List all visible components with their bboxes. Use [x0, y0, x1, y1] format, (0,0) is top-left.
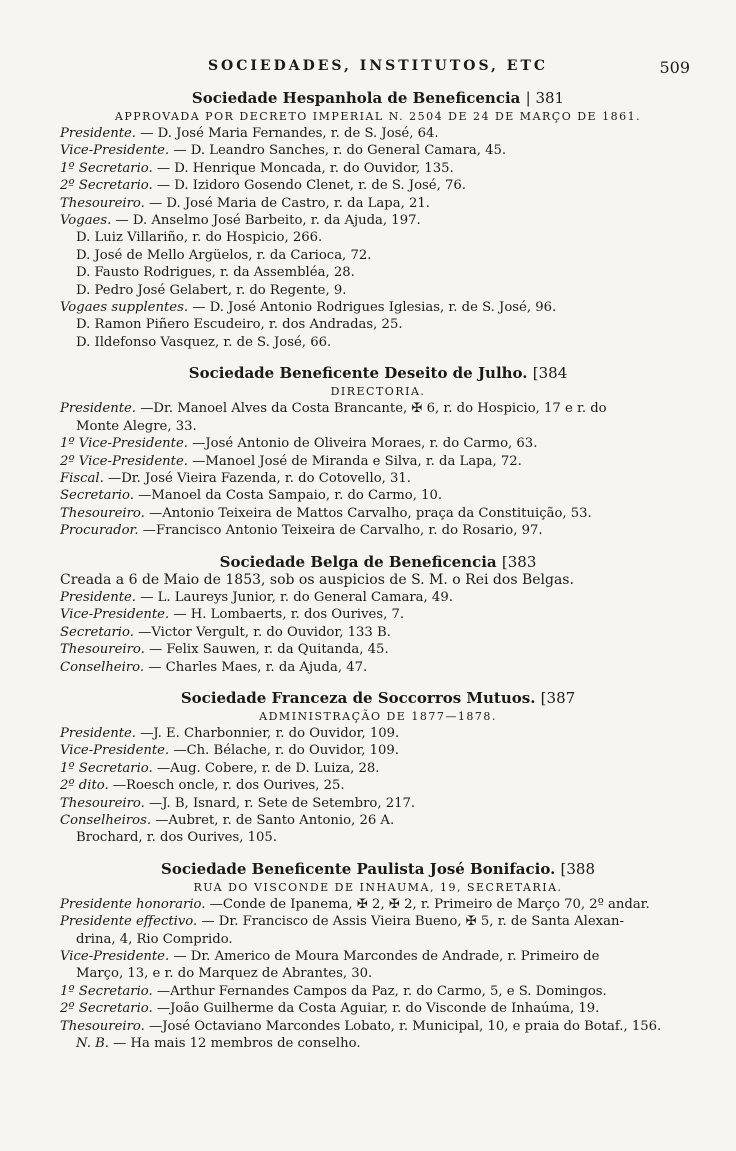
entry-line: Conselheiro. — Charles Maes, r. da Ajuda, 47. — [60, 659, 368, 675]
section-title — [60, 88, 696, 108]
entry-line: Presidente honorario. —Conde de Ipanema, ✠ 2, ✠ 2, r. Primeiro de Março 70, 2º andar. — [60, 896, 650, 912]
section-subtitle: ADMINISTRAÇÃO DE 1877—1878. — [259, 709, 497, 723]
entry-line: Vogaes supplentes. — D. José Antonio Rodrigues Iglesias, r. de S. José, 96. — [60, 300, 557, 316]
section-sociedade-franceza — [60, 688, 696, 847]
section-title — [60, 859, 696, 879]
section-title — [60, 552, 696, 572]
entry-line: Procurador. —Francisco Antonio Teixeira de Carvalho, r. do Rosario, 97. — [60, 523, 543, 539]
section-ref: [388 — [560, 859, 596, 878]
entry-line: 2º Secretario. —João Guilherme da Costa Aguiar, r. do Visconde de Inhaúma, 19. — [60, 1001, 600, 1017]
entry-line: Thesoureiro. —José Octaviano Marcondes Lobato, r. Municipal, 10, e praia do Botaf., 156. — [60, 1018, 662, 1034]
entry-line: N. B. — Ha mais 12 membros de conselho. — [76, 1036, 361, 1052]
section-subtitle: RUA DO VISCONDE DE INHAUMA, 19, SECRETARIA. — [193, 880, 563, 894]
entry-line: Vice-Presidente. — Dr. Americo de Moura Marcondes de Andrade, r. Primeiro de — [60, 949, 600, 965]
entry-line: Conselheiros. —Aubret, r. de Santo Antonio, 26 A. — [60, 813, 395, 828]
section-title — [60, 363, 696, 383]
entry-line: 1º Vice-Presidente. —José Antonio de Oliveira Moraes, r. do Carmo, 63. — [60, 436, 538, 452]
section-sociedade-belga — [60, 552, 696, 676]
section-subtitle: APPROVADA POR DECRETO IMPERIAL N. 2504 DE 24 DE MARÇO DE 1861. — [114, 110, 642, 123]
entry-line: D. Luiz Villariño, r. do Hospicio, 266. — [76, 230, 323, 246]
entry-line: 2º Vice-Presidente. —Manoel José de Miranda e Silva, r. da Lapa, 72. — [60, 453, 522, 469]
entry-line: Vice-Presidente. — H. Lombaerts, r. dos Ourives, 7. — [60, 607, 405, 623]
section-title-text: Sociedade Hespanhola de Beneficencia — [191, 89, 521, 107]
entry-line: D. José de Mello Argüelos, r. da Carioca, 72. — [76, 247, 372, 263]
entry-line: Presidente. —J. E. Charbonnier, r. do Ouvidor, 109. — [60, 725, 400, 741]
entry-line: Thesoureiro. —J. B, Isnard, r. Sete de Setembro, 217. — [60, 795, 416, 811]
section-title-text: Sociedade Belga de Beneficencia — [219, 552, 497, 571]
entry-line: 1º Secretario. —Aug. Cobere, r. de D. Luiza, 28. — [60, 760, 380, 776]
section-intro: Creada a 6 de Maio de 1853, sob os auspicios de S. M. o Rei dos Belgas. — [60, 571, 574, 588]
entry-line: Thesoureiro. — D. José Maria de Castro, r. da Lapa, 21. — [60, 195, 430, 211]
section-sociedade-hespanhola — [60, 88, 696, 351]
entry-line: D. Ramon Piñero Escudeiro, r. dos Andradas, 25. — [76, 317, 403, 333]
running-title: SOCIEDADES, INSTITUTOS, ETC — [207, 58, 549, 74]
entry-line: Fiscal. —Dr. José Vieira Fazenda, r. do Cotovello, 31. — [60, 470, 411, 486]
entry-line: D. Ildefonso Vasquez, r. de S. José, 66. — [76, 334, 332, 350]
entry-line: Secretario. —Manoel da Costa Sampaio, r. do Carmo, 10. — [60, 488, 443, 504]
entry-line: Secretario. —Victor Vergult, r. do Ouvidor, 133 B. — [60, 624, 391, 640]
entry-line: 1º Secretario. — D. Henrique Moncada, r. do Ouvidor, 135. — [60, 160, 454, 176]
entry-line: 2º Secretario. — D. Izidoro Gosendo Clenet, r. de S. José, 76. — [60, 178, 466, 194]
section-ref: [384 — [532, 364, 568, 383]
entry-line: Março, 13, e r. do Marquez de Abrantes, 30. — [76, 966, 373, 982]
section-deseito-de-julho — [60, 363, 696, 539]
entry-line: 2º dito. —Roesch oncle, r. dos Ourives, 25. — [60, 778, 345, 794]
entry-line: Presidente. —Dr. Manoel Alves da Costa Brancante, ✠ 6, r. do Hospicio, 17 e r. do — [60, 401, 607, 417]
entry-line: Presidente. — D. José Maria Fernandes, r. de S. José, 64. — [60, 126, 439, 141]
entry-line: drina, 4, Rio Comprido. — [76, 931, 233, 947]
page-number: 509 — [659, 58, 690, 77]
section-subtitle: DIRECTORIA. — [330, 385, 426, 399]
section-ref: [387 — [540, 688, 576, 707]
entry-line: Thesoureiro. — Felix Sauwen, r. da Quitanda, 45. — [60, 642, 389, 658]
entry-line: D. Pedro José Gelabert, r. do Regente, 9. — [76, 282, 347, 298]
entry-line: Vice-Presidente. — D. Leandro Sanches, r. do General Camara, 45. — [60, 143, 507, 159]
entry-line: Brochard, r. dos Ourives, 105. — [76, 830, 277, 846]
running-head — [60, 58, 696, 84]
entry-line: Presidente effectivo. — Dr. Francisco de Assis Vieira Bueno, ✠ 5, r. de Santa Alexan- — [60, 914, 624, 930]
entry-line: Thesoureiro. —Antonio Teixeira de Mattos Carvalho, praça da Constituição, 53. — [60, 505, 592, 521]
section-title — [60, 688, 696, 708]
section-ref: [383 — [501, 552, 537, 571]
section-title-text: Sociedade Franceza de Soccorros Mutuos. — [180, 688, 536, 707]
entry-line: Vice-Presidente. —Ch. Bélache, r. do Ouvidor, 109. — [60, 743, 399, 759]
entry-line: Monte Alegre, 33. — [76, 418, 197, 434]
entry-line: Presidente. — L. Laureys Junior, r. do General Camara, 49. — [60, 589, 453, 605]
entry-line: 1º Secretario. —Arthur Fernandes Campos da Paz, r. do Carmo, 5, e S. Domingos. — [60, 983, 607, 999]
section-ref: | 381 — [525, 89, 565, 107]
section-title-text: Sociedade Beneficente Deseito de Julho. — [188, 364, 528, 383]
entry-line: D. Fausto Rodrigues, r. da Assembléa, 28. — [76, 265, 355, 281]
section-title-text: Sociedade Beneficente Paulista José Bonifacio. — [160, 859, 556, 878]
section-paulista-jose-bonifacio — [60, 859, 696, 1053]
entry-line: Vogaes. — D. Anselmo José Barbeito, r. da Ajuda, 197. — [60, 213, 421, 229]
